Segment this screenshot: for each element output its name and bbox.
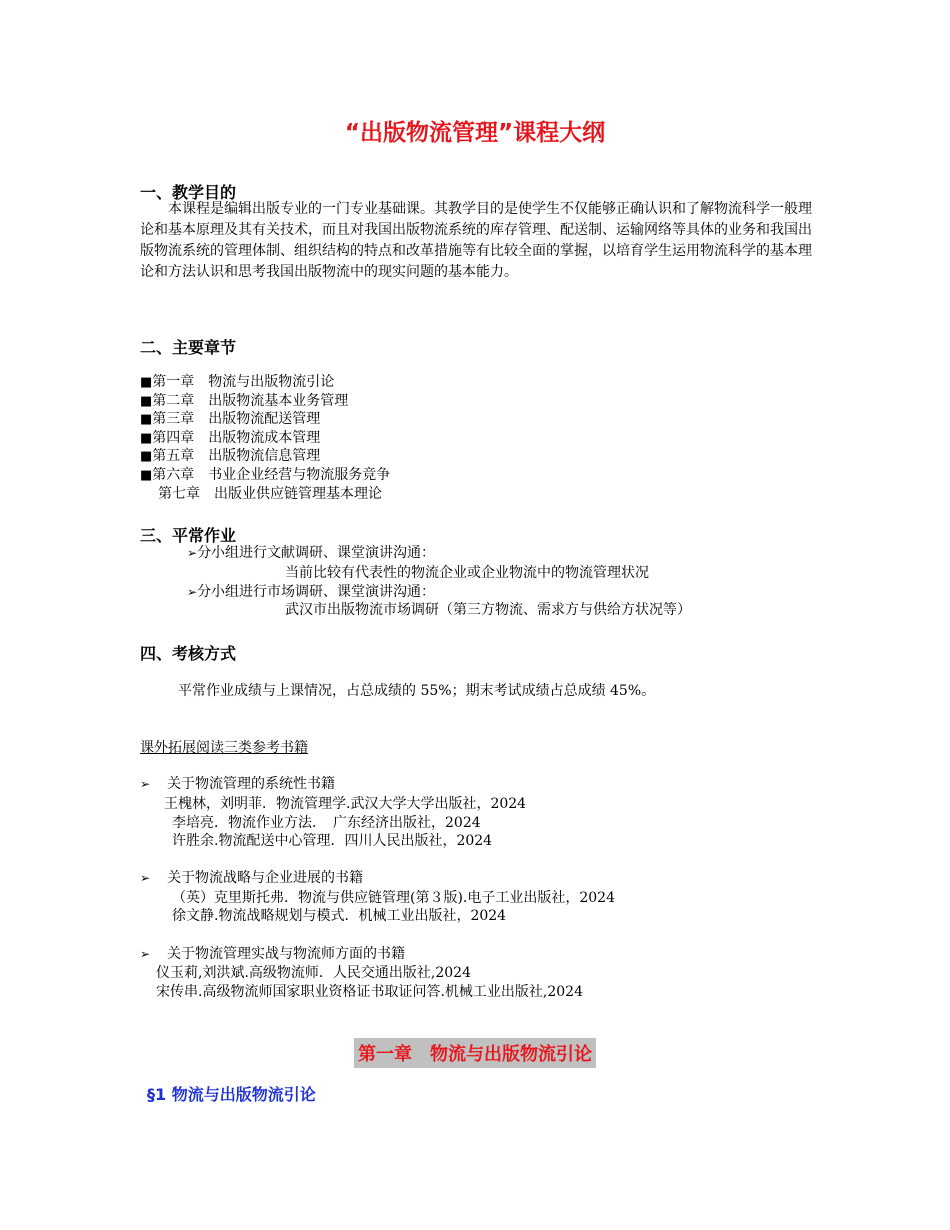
book-entry: 宋传串.高级物流师国家职业资格证书取证问答.机械工业出版社,2024 (156, 984, 583, 1000)
square-bullet-icon: ■ (140, 375, 153, 390)
homework-task-label: 分小组进行市场调研、课堂演讲沟通： (197, 584, 436, 600)
book-entry: 李培亮．物流作业方法． 广东经济出版社，2024 (172, 815, 481, 831)
reading-group-text: 关于物流管理实战与物流师方面的书籍 (167, 946, 406, 962)
arrow-bullet-icon: ➢ (140, 871, 151, 885)
homework-task (187, 543, 435, 563)
chapter-list-label: 第一章 物流与出版物流引论 (152, 374, 335, 390)
chapter-list-item (140, 409, 320, 430)
section-one-heading: §1 物流与出版物流引论 (147, 1085, 316, 1104)
section-heading-objectives: 一、教学目的 (140, 183, 237, 202)
reading-list-title: 课外拓展阅读三类参考书籍 (140, 740, 308, 756)
square-bullet-icon: ■ (140, 412, 153, 427)
arrow-bullet-icon: ➢ (187, 585, 198, 599)
homework-topic: 武汉市出版物流市场调研（第三方物流、需求方与供给方状况等） (285, 602, 691, 618)
chapter-list-item (140, 372, 334, 393)
reading-group-label (140, 774, 335, 794)
chapter-one-heading: 第一章 物流与出版物流引论 (354, 1038, 596, 1068)
homework-task-label: 分小组进行文献调研、课堂演讲沟通： (197, 545, 436, 561)
arrow-bullet-icon: ➢ (187, 546, 198, 560)
homework-topic: 当前比较有代表性的物流企业或企业物流中的物流管理状况 (285, 565, 649, 581)
book-entry: 仪玉莉,刘洪斌.高级物流师．人民交通出版社,2024 (156, 965, 471, 981)
square-bullet-icon: ■ (140, 394, 153, 409)
book-entry: 王槐林，刘明菲．物流管理学.武汉大学大学出版社，2024 (164, 796, 527, 812)
square-bullet-icon: ■ (140, 468, 153, 483)
section-heading-homework: 三、平常作业 (140, 526, 237, 545)
chapter-heading-wrapper (0, 1038, 950, 1068)
section-heading-chapters: 二、主要章节 (140, 338, 237, 357)
chapter-list-label: 第四章 出版物流成本管理 (152, 430, 321, 446)
homework-task (187, 582, 435, 602)
square-bullet-icon: ■ (140, 431, 153, 446)
chapter-list-label: 第二章 出版物流基本业务管理 (152, 393, 349, 409)
arrow-bullet-icon: ➢ (140, 947, 151, 961)
chapter-list-item (140, 446, 320, 467)
arrow-bullet-icon: ➢ (140, 777, 151, 791)
chapter-list-label: 第三章 出版物流配送管理 (152, 411, 321, 427)
book-entry: 徐文静.物流战略规划与模式．机械工业出版社，2024 (172, 908, 507, 924)
section-heading-assessment: 四、考核方式 (140, 644, 237, 663)
chapter-list-label: 第五章 出版物流信息管理 (152, 448, 321, 464)
reading-group-text: 关于物流战略与企业进展的书籍 (167, 870, 364, 886)
book-entry: 许胜余.物流配送中心管理．四川人民出版社，2024 (172, 833, 493, 849)
objectives-paragraph: 本课程是编辑出版专业的一门专业基础课。其教学目的是使学生不仅能够正确认识和了解物流科学一般理论和基本原理及其有关技术，而且对我国出版物流系统的库存管理、配送制、运输网络等具体的业务和我国出版物流系统的管理体制、组织结构的特点和改革措施等有比较全面的掌握，以培育学生运用物流科学的基本理论和方法认识和思考我国出版物流中的现实问题的基本能力。 (140, 201, 812, 280)
chapter-list-label: 第六章 书业企业经营与物流服务竞争 (152, 467, 391, 483)
reading-group-label (140, 868, 363, 888)
reading-group-label (140, 944, 405, 964)
book-entry: （英）克里斯托弗．物流与供应链管理(第３版).电子工业出版社，2024 (172, 890, 616, 906)
square-bullet-icon: ■ (140, 449, 153, 464)
reading-group-text: 关于物流管理的系统性书籍 (167, 776, 336, 792)
chapter-list-item (140, 465, 390, 486)
chapter-list-item: 第七章 出版业供应链管理基本理论 (158, 486, 382, 502)
document-title: “出版物流管理”课程大纲 (344, 120, 606, 146)
assessment-text: 平常作业成绩与上课情况，占总成绩的 55%；期末考试成绩占总成绩 45%。 (178, 683, 656, 699)
